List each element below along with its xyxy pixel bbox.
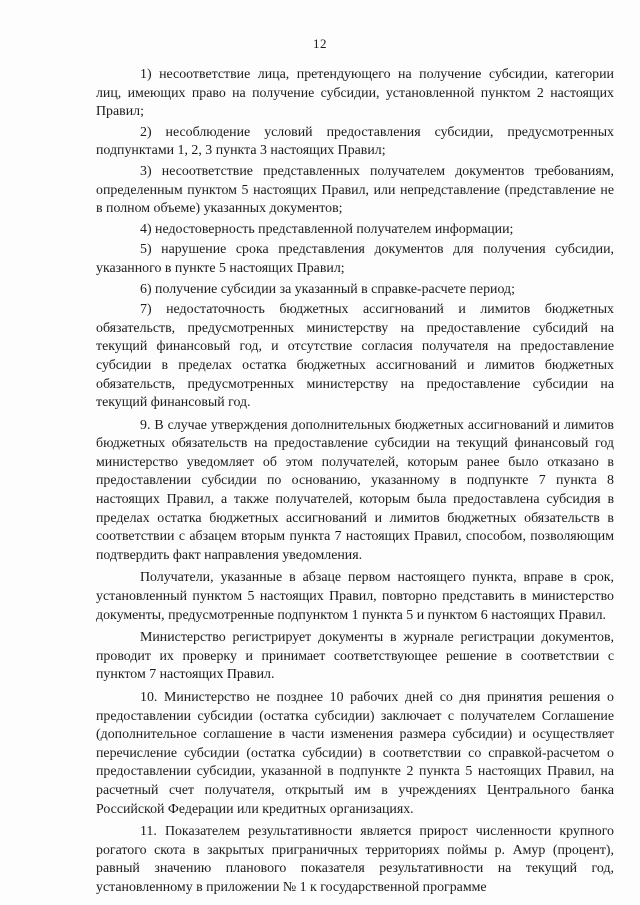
paragraph-item-7: 7) недостаточность бюджетных ассигнований и лимитов бюджетных обязательств, предусмотренных министерству на предоставление субсидий на текущий финансовый год, и отсутствие согласия получателя на предоставление субсидии в пределах остатка бюджетных ассигнований и лимитов бюджетных обязательств, предусмотренных министерству на предоставление субсидии на текущий финансовый год. — [96, 302, 614, 411]
paragraph-item-6: 6) получение субсидии за указанный в справке-расчете период; — [140, 281, 515, 297]
paragraph-item-3: 3) несоответствие представленных получателем документов требованиям, определенным пунктом 5 настоящих Правил, или непредставление (представление не в полном объеме) указанных документов; — [96, 163, 614, 217]
paragraph-item-2: 2) несоблюдение условий предоставления субсидии, предусмотренных подпунктами 1, 2, 3 пункта 3 настоящих Правил; — [96, 124, 614, 159]
paragraph-clause-9-ministry: Министерство регистрирует документы в журнале регистрации документов, проводит их проверку и принимает соответствующее решение в соответствии с пунктом 7 настоящих Правил. — [96, 630, 614, 683]
page-number: 12 — [313, 36, 327, 51]
document-body — [96, 66, 614, 898]
paragraph-clause-11: 11. Показателем результативности является прирост численности крупного рогатого скота в закрытых приграничных территориях поймы р. Амур (процент), равный значению планового показателя результативности на текущий год, установленному в приложении № 1 к государственной программе — [96, 824, 614, 895]
paragraph-clause-9: 9. В случае утверждения дополнительных бюджетных ассигнований и лимитов бюджетных обязательств на предоставление субсидии на текущий финансовый год министерство уведомляет об этом получателей, которым ранее было отказано в предоставлении субсидии по основанию, указанному в подпункте 7 пункта 8 настоящих Правил, а также получателей, которым была предоставлена субсидия в пределах остатка бюджетных ассигнований и лимитов бюджетных обязательств в соответствии с абзацем вторым пункта 7 настоящих Правил, способом, позволяющим подтвердить факт направления уведомления. — [96, 417, 614, 563]
paragraph-clause-10: 10. Министерство не позднее 10 рабочих дней со дня принятия решения о предоставлении субсидии (остатка субсидии) заключает с получателем Соглашение (дополнительное соглашение в части изменения размера субсидии) и осуществляет перечисление субсидии (остатка субсидии) в соответствии со справкой-расчетом о предоставлении субсидии, указанной в подпункте 2 пункта 5 настоящих Правил, на расчетный счет получателя, открытый им в учреждениях Центрального банка Российской Федерации или кредитных организациях. — [96, 690, 614, 817]
paragraph-item-1: 1) несоответствие лица, претендующего на получение субсидии, категории лиц, имеющих право на получение субсидии, установленной пунктом 2 настоящих Правил; — [96, 67, 614, 120]
paragraph-item-5: 5) нарушение срока представления документов для получения субсидии, указанного в пункте 5 настоящих Правил; — [96, 242, 614, 276]
paragraph-clause-9-recipients: Получатели, указанные в абзаце первом настоящего пункта, вправе в срок, установленный пунктом 5 настоящих Правил, повторно представить в министерство документы, предусмотренные подпунктом 1 пункта 5 и пунктом 6 настоящих Правил. — [96, 570, 614, 623]
paragraph-item-4: 4) недостоверность представленной получателем информации; — [140, 221, 514, 237]
